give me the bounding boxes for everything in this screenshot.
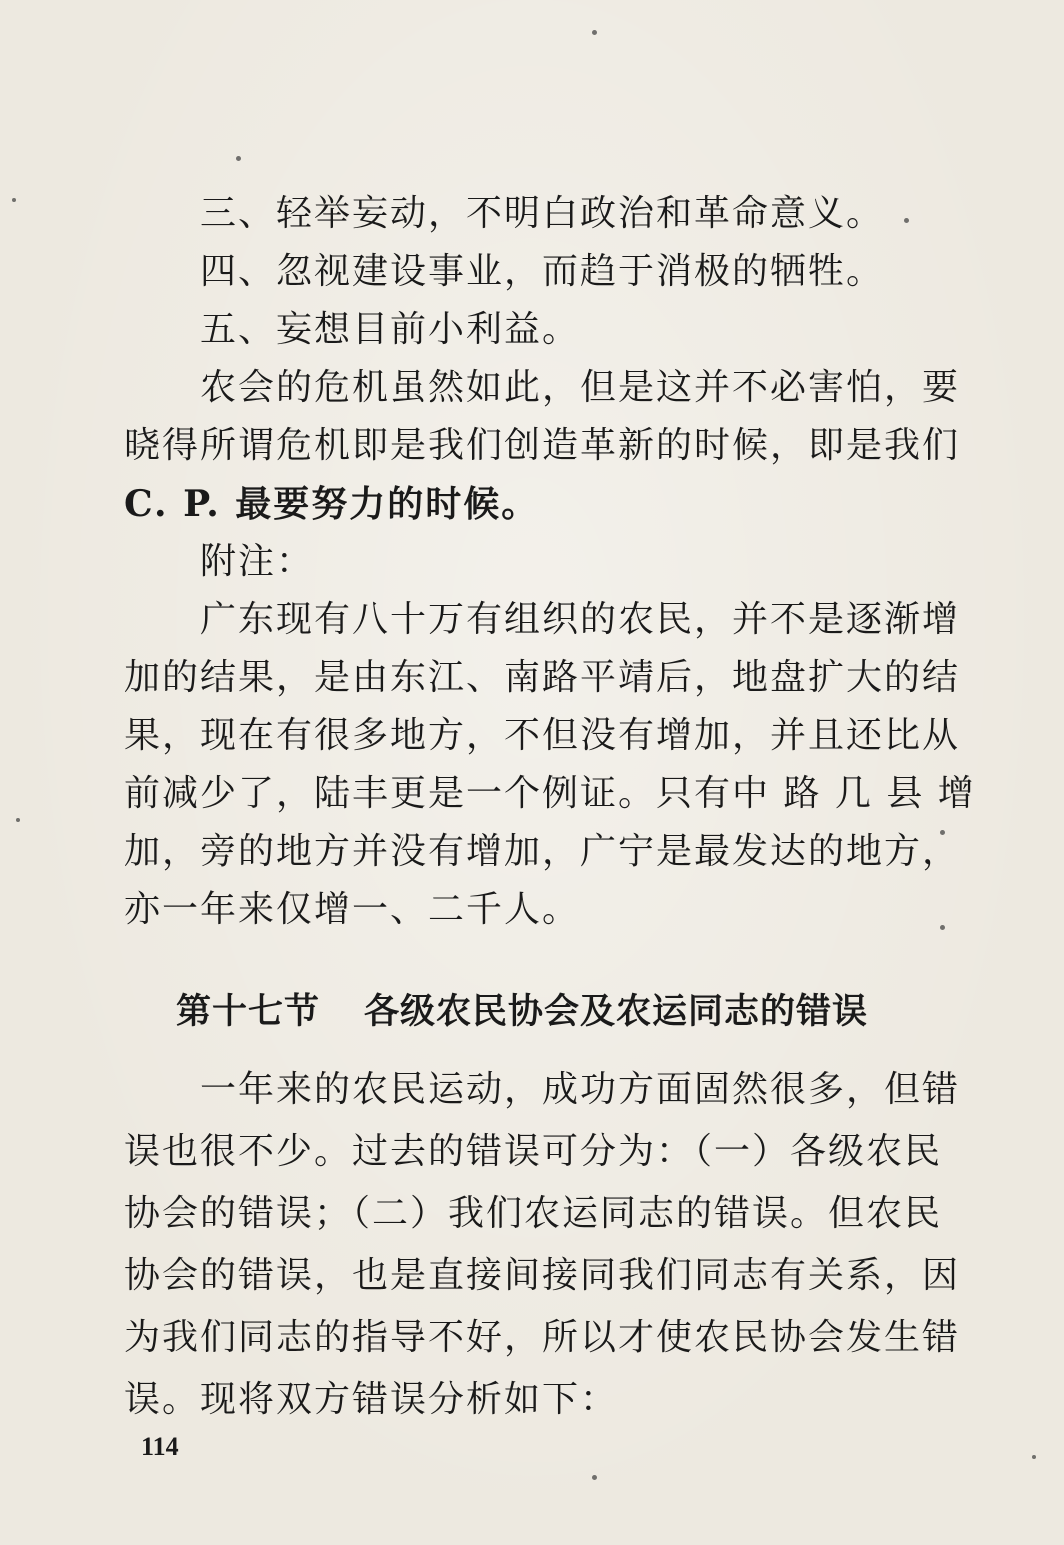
paper-speck: [940, 925, 945, 930]
note-line-2: 加的结果，是由东江、南路平靖后，地盘扩大的结: [124, 657, 961, 698]
section-title: 各级农民协会及农运同志的错误: [364, 992, 869, 1032]
note-label: 附注：: [200, 541, 315, 582]
page-number: 114: [141, 1432, 179, 1461]
crisis-paragraph-line-3: C. P. 最要努力的时候。: [124, 483, 540, 525]
note-line-4: 前减少了，陆丰更是一个例证。只有中 路 几 县 增: [124, 773, 976, 814]
errors-paragraph-line-1: 一年来的农民运动，成功方面固然很多，但错: [200, 1069, 961, 1110]
crisis-paragraph-line-1: 农会的危机虽然如此，但是这并不必害怕，要: [200, 367, 961, 408]
paper-speck: [592, 1475, 597, 1480]
section-number: 第十七节: [176, 992, 321, 1032]
list-item-4: 四、忽视建设事业，而趋于消极的牺牲。: [200, 251, 885, 292]
errors-paragraph-line-3: 协会的错误；（二）我们农运同志的错误。但农民: [124, 1193, 943, 1234]
paper-speck: [1032, 1455, 1036, 1459]
section-heading: [176, 990, 868, 1034]
paper-speck: [592, 30, 597, 35]
note-line-6: 亦一年来仅增一、二千人。: [124, 889, 581, 930]
errors-paragraph-line-4: 协会的错误，也是直接间接同我们同志有关系，因: [124, 1255, 961, 1296]
list-item-5: 五、妄想目前小利益。: [200, 309, 581, 350]
note-line-3: 果，现在有很多地方，不但没有增加，并且还比从: [124, 715, 961, 756]
errors-paragraph-line-6: 误。现将双方错误分析如下：: [124, 1379, 619, 1420]
errors-paragraph-line-5: 为我们同志的指导不好，所以才使农民协会发生错: [124, 1317, 961, 1358]
note-line-5: 加，旁的地方并没有增加，广宁是最发达的地方，: [124, 831, 961, 872]
crisis-paragraph-line-2: 晓得所谓危机即是我们创造革新的时候，即是我们: [124, 425, 961, 466]
paper-speck: [12, 198, 16, 202]
paper-speck: [236, 156, 241, 161]
paper-speck: [16, 818, 20, 822]
list-item-3: 三、轻举妄动，不明白政治和革命意义。: [200, 193, 885, 234]
paper-speck: [904, 218, 909, 223]
note-line-1: 广东现有八十万有组织的农民，并不是逐渐增: [200, 599, 961, 640]
errors-paragraph-line-2: 误也很不少。过去的错误可分为：（一）各级农民: [124, 1131, 943, 1172]
